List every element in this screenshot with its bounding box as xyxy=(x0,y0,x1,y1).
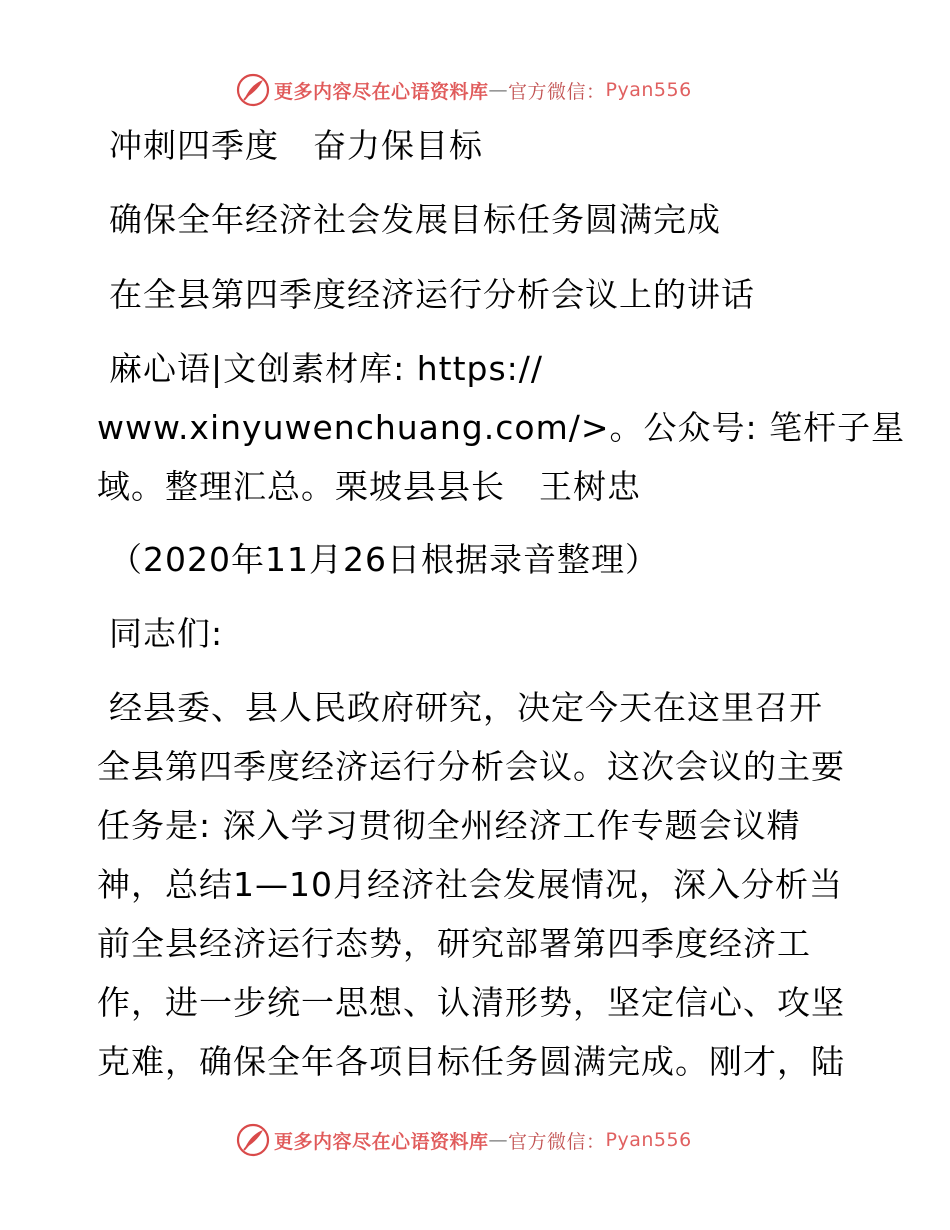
body-line: 前全县经济运行态势，研究部署第四季度经济工 xyxy=(97,924,811,963)
feather-pen-logo-icon xyxy=(236,1123,270,1157)
source-line-2: www.xinyuwenchuang.com/>。公众号: 笔杆子星 xyxy=(97,408,906,447)
watermark-official-label: 官方微信： xyxy=(508,1130,606,1153)
source-line-1: 麻心语|文创素材库: https:// xyxy=(109,349,544,388)
body-line: 全县第四季度经济运行分析会议。这次会议的主要 xyxy=(97,747,845,786)
watermark-banner-top xyxy=(236,72,692,108)
feather-pen-logo-icon xyxy=(236,73,270,107)
body-line: 经县委、县人民政府研究，决定今天在这里召开 xyxy=(109,688,823,727)
speech-subtitle: 确保全年经济社会发展目标任务圆满完成 xyxy=(109,200,721,239)
source-line-3: 域。整理汇总。栗坡县县长 王树忠 xyxy=(97,467,641,506)
watermark-text: 更多内容尽在心语资料库 xyxy=(274,80,489,103)
body-line: 作，进一步统一思想、认清形势，坚定信心、攻坚 xyxy=(97,983,845,1022)
watermark-dash: — xyxy=(488,1129,509,1151)
body-line: 任务是: 深入学习贯彻全州经济工作专题会议精 xyxy=(97,806,801,845)
watermark-dash: — xyxy=(488,79,509,101)
watermark-wechat-id: Pyan556 xyxy=(605,1129,692,1151)
speech-title: 冲刺四季度 奋力保目标 xyxy=(109,126,483,165)
watermark-text: 更多内容尽在心语资料库 xyxy=(274,1130,489,1153)
watermark-official-label: 官方微信： xyxy=(508,80,606,103)
body-line: 神，总结1—10月经济社会发展情况，深入分析当 xyxy=(97,865,843,904)
watermark-wechat-id: Pyan556 xyxy=(605,79,692,101)
speech-occasion: 在全县第四季度经济运行分析会议上的讲话 xyxy=(109,275,755,314)
body-line: 克难，确保全年各项目标任务圆满完成。刚才，陆 xyxy=(97,1042,845,1081)
date-note: （2020年11月26日根据录音整理） xyxy=(109,540,659,579)
salutation: 同志们: xyxy=(109,614,224,653)
watermark-banner-bottom xyxy=(236,1122,692,1158)
